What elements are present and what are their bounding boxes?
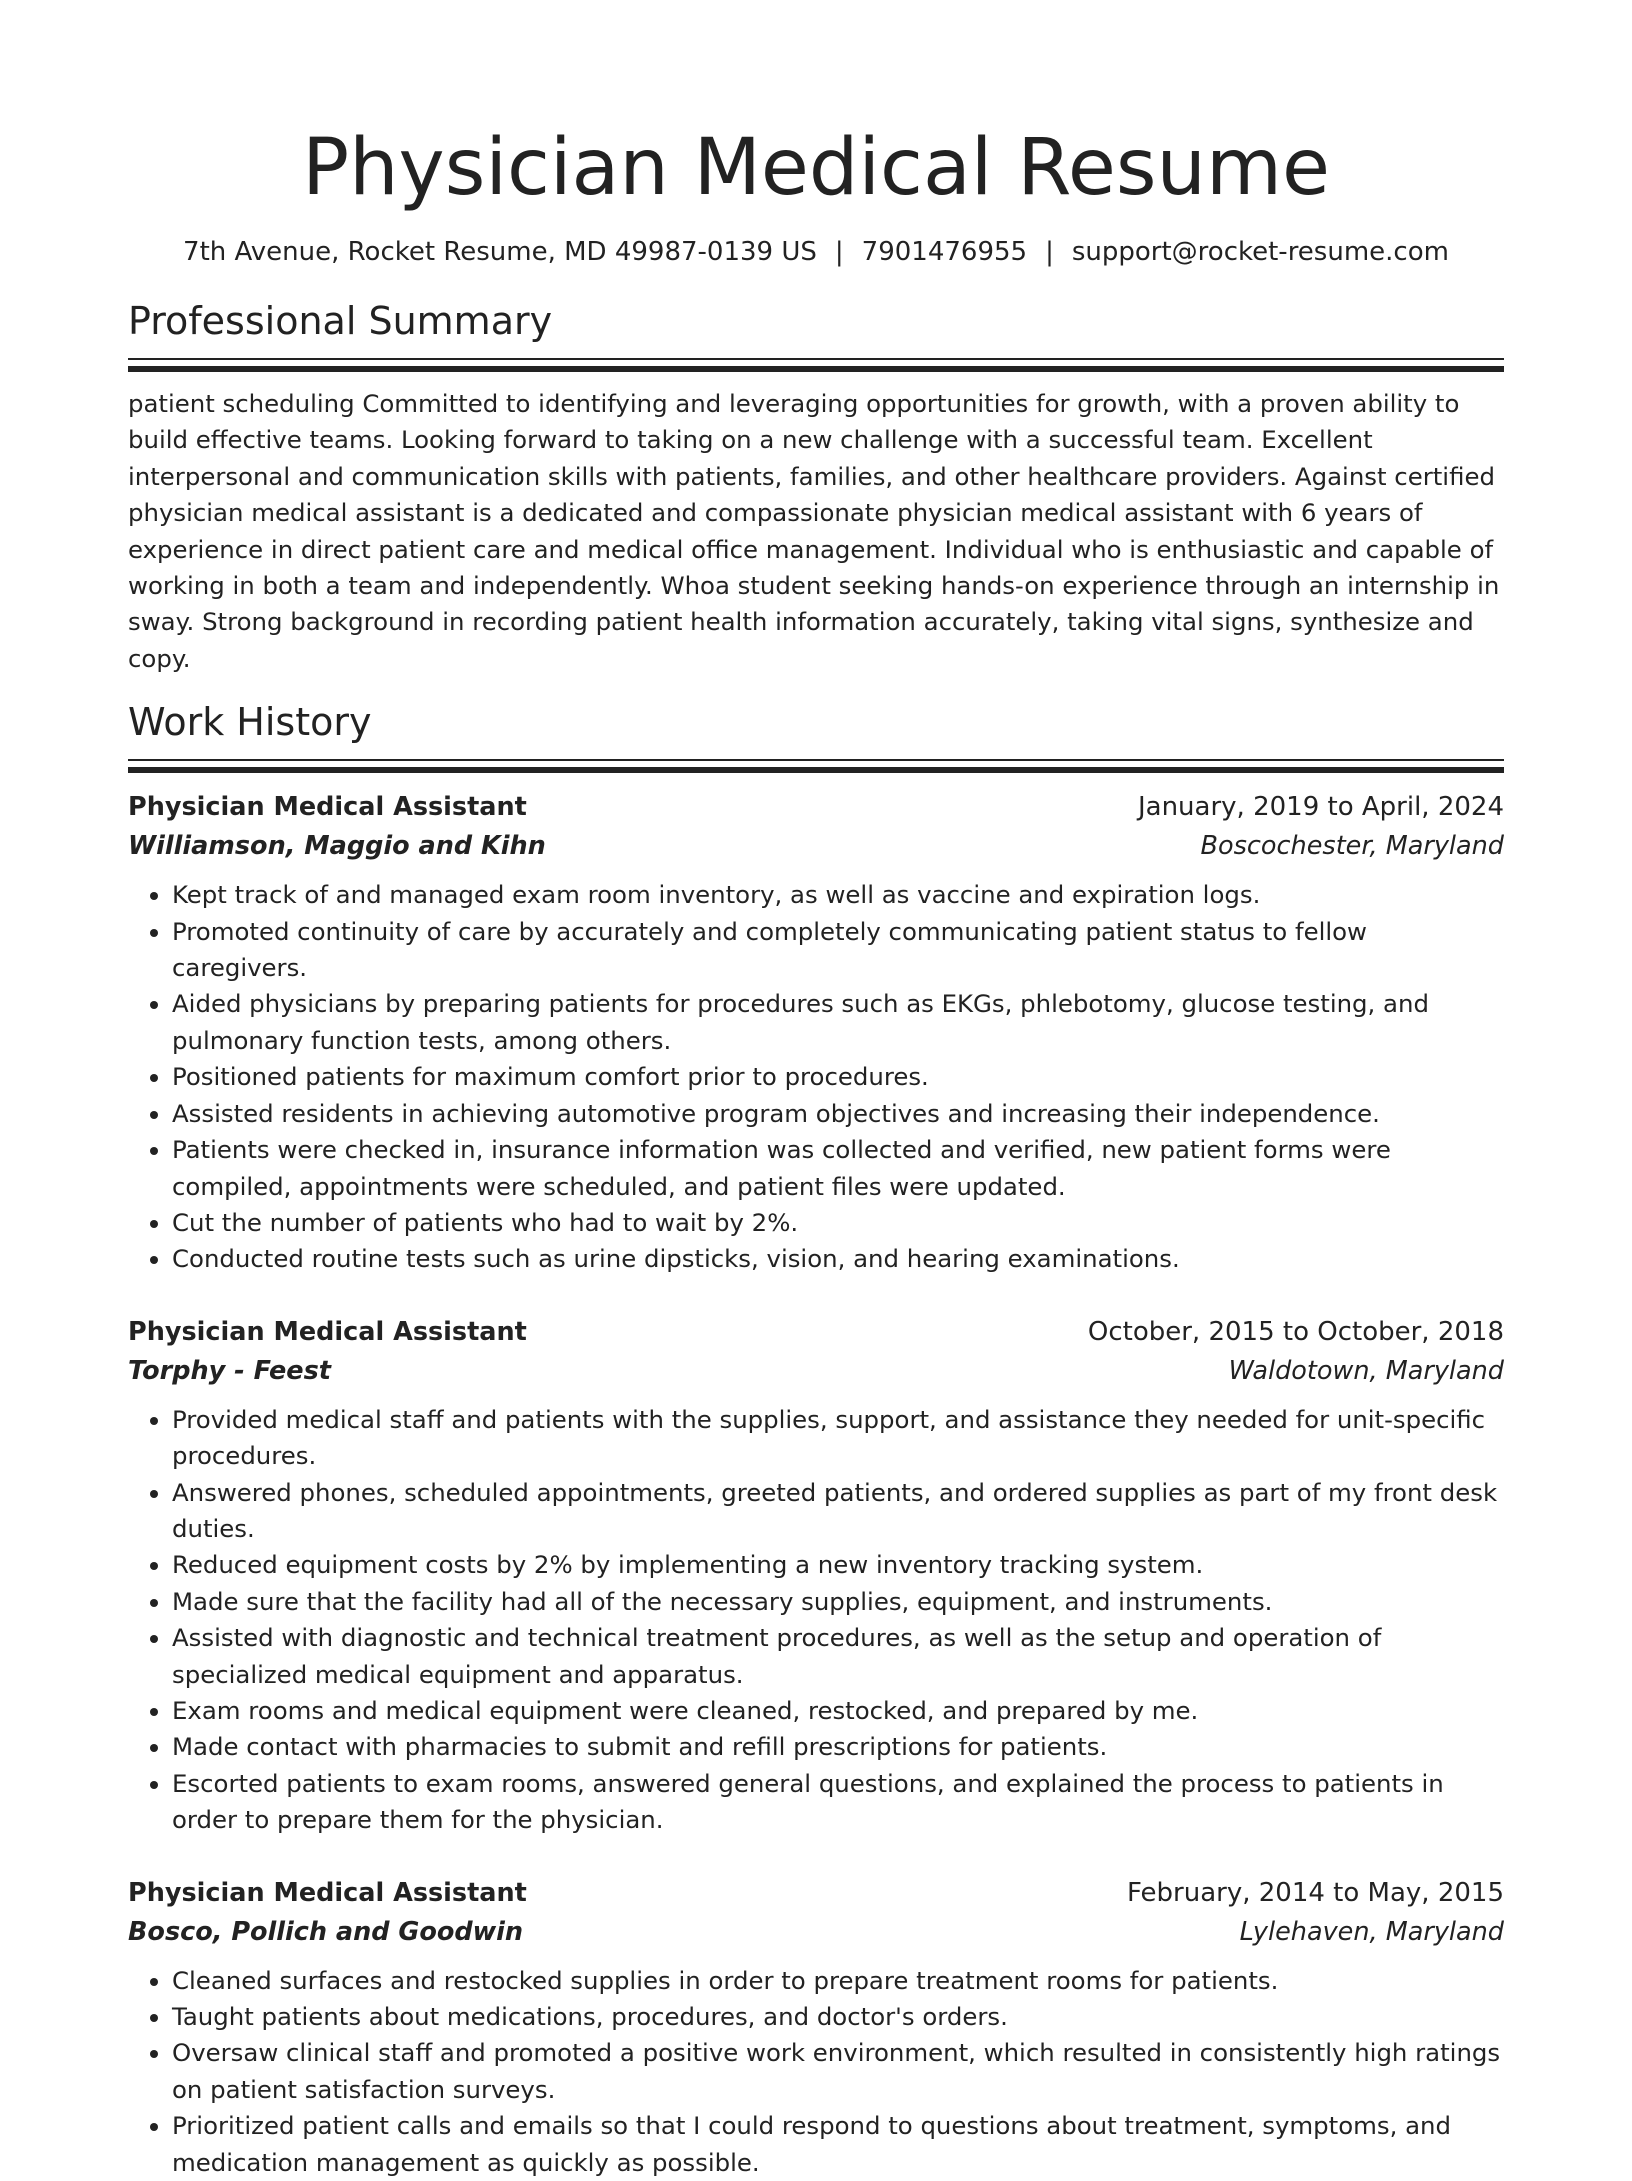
job-location: Boscochester, Maryland [1200, 831, 1504, 862]
summary-section [128, 296, 1504, 677]
job-dates: February, 2014 to May, 2015 [1127, 1877, 1504, 1908]
job-bullet: • Aided physicians by preparing patients for procedures such as EKGs, phlebotomy, glucose testing, and pulmonary function tests, among others. [172, 986, 1504, 1059]
job-bullet: • Conducted routine tests such as urine dipsticks, vision, and hearing examinations. [172, 1241, 1504, 1277]
job-entry [128, 1312, 1504, 1839]
job-dates: January, 2019 to April, 2024 [1137, 792, 1504, 823]
job-dates: October, 2015 to October, 2018 [1087, 1316, 1504, 1347]
job-bullet-list [128, 1963, 1504, 2181]
job-bullet: • Oversaw clinical staff and promoted a positive work environment, which resulted in consistently high ratings on patient satisfaction surveys. [172, 2035, 1504, 2108]
job-location: Lylehaven, Maryland [1239, 1916, 1504, 1947]
job-bullet: • Taught patients about medications, procedures, and doctor's orders. [172, 1999, 1504, 2035]
job-title: Physician Medical Assistant [128, 1316, 527, 1347]
summary-heading: Professional Summary [128, 299, 553, 343]
job-bullet: • Prioritized patient calls and emails so that I could respond to questions about treatment, symptoms, and medication management as quickly as possible. [172, 2108, 1504, 2181]
job-bullet: • Made sure that the facility had all of the necessary supplies, equipment, and instruments. [172, 1584, 1504, 1620]
job-bullet: • Made contact with pharmacies to submit and refill prescriptions for patients. [172, 1729, 1504, 1765]
work-history-section [128, 697, 1504, 2181]
contact-address: 7th Avenue, Rocket Resume, MD 49987-0139 US [183, 237, 817, 267]
job-bullet: • Patients were checked in, insurance information was collected and verified, new patient forms were compiled, appointments were scheduled, and patient files were updated. [172, 1132, 1504, 1205]
contact-line [128, 234, 1504, 270]
job-bullet: • Reduced equipment costs by 2% by implementing a new inventory tracking system. [172, 1547, 1504, 1583]
job-list [128, 787, 1504, 2181]
job-bullet-list [128, 877, 1504, 1277]
job-bullet: • Cut the number of patients who had to wait by 2%. [172, 1205, 1504, 1241]
job-company: Torphy - Feest [128, 1355, 331, 1386]
job-bullet: • Positioned patients for maximum comfort prior to procedures. [172, 1059, 1504, 1095]
section-divider [128, 759, 1504, 773]
job-bullet: • Kept track of and managed exam room inventory, as well as vaccine and expiration logs. [172, 877, 1504, 913]
job-title: Physician Medical Assistant [128, 792, 527, 823]
job-bullet: • Exam rooms and medical equipment were cleaned, restocked, and prepared by me. [172, 1693, 1504, 1729]
job-entry [128, 1873, 1504, 2181]
job-bullet: • Answered phones, scheduled appointments, greeted patients, and ordered supplies as part of my front desk duties. [172, 1475, 1504, 1548]
job-company-row [128, 1913, 1504, 1951]
job-bullet: • Cleaned surfaces and restocked supplies in order to prepare treatment rooms for patients. [172, 1963, 1504, 1999]
contact-email: support@rocket-resume.com [1071, 237, 1449, 267]
job-header-row [128, 1312, 1504, 1352]
contact-separator: | [834, 237, 844, 267]
summary-text: patient scheduling Committed to identifying and leveraging opportunities for growth, with a proven ability to build effective teams. Looking forward to taking on a new challenge with a successful team. Excellent interpersonal and communication skills with patients, families, and other healthcare providers. Against certified physician medical assistant is a dedicated and compassionate physician medical assistant with 6 years of experience in direct patient care and medical office management. Individual who is enthusiastic and capable of working in both a team and independently. Whoa student seeking hands-on experience through an internship in sway. Strong background in recording patient health information accurately, taking vital signs, synthesize and copy. [128, 389, 1500, 673]
job-company: Williamson, Maggio and Kihn [128, 831, 546, 862]
job-header-row [128, 787, 1504, 827]
work-history-heading: Work History [128, 700, 372, 745]
job-bullet-list [128, 1402, 1504, 1839]
contact-separator: | [1045, 237, 1054, 267]
job-header-row [128, 1873, 1504, 1913]
job-company: Bosco, Pollich and Goodwin [128, 1916, 524, 1947]
resume-title: Physician Medical Resume [302, 123, 1330, 213]
job-company-row [128, 1352, 1504, 1390]
job-bullet: • Promoted continuity of care by accurately and completely communicating patient status to fellow caregivers. [172, 914, 1504, 987]
job-company-row [128, 827, 1504, 865]
job-title: Physician Medical Assistant [128, 1877, 527, 1908]
job-entry [128, 787, 1504, 1277]
job-bullet: • Assisted residents in achieving automotive program objectives and increasing their independence. [172, 1096, 1504, 1132]
section-divider [128, 358, 1504, 372]
job-bullet: • Provided medical staff and patients with the supplies, support, and assistance they needed for unit-specific procedures. [172, 1402, 1504, 1475]
job-bullet: • Escorted patients to exam rooms, answered general questions, and explained the process to patients in order to prepare them for the physician. [172, 1766, 1504, 1839]
contact-phone: 7901476955 [861, 237, 1028, 267]
job-bullet: • Assisted with diagnostic and technical treatment procedures, as well as the setup and operation of specialized medical equipment and apparatus. [172, 1620, 1504, 1693]
job-location: Waldotown, Maryland [1228, 1355, 1504, 1386]
resume-page [128, 0, 1504, 2181]
